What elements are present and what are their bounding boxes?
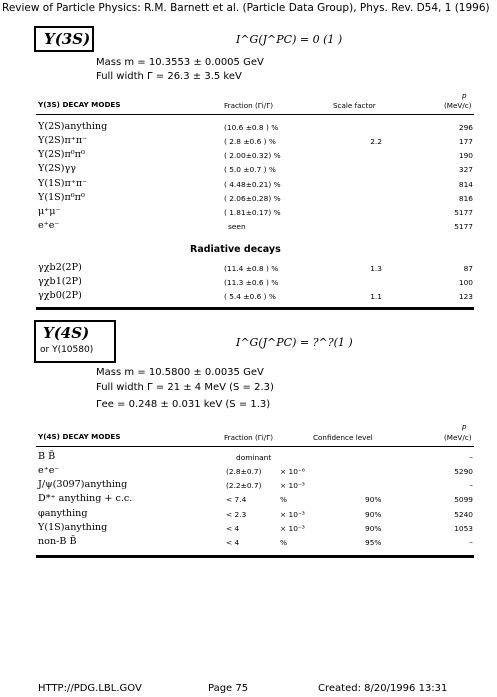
decay-mode: γχb1(2P) — [38, 276, 82, 287]
decay-row — [0, 451, 497, 463]
branching-fraction: < 4 — [226, 524, 240, 533]
radiative-decay-row — [0, 290, 497, 302]
decay-mode: μ⁺μ⁻ — [38, 206, 61, 217]
decay-row — [0, 206, 497, 218]
momentum-value: 1053 — [454, 524, 473, 533]
footer-created: Created: 8/20/1996 13:31 — [318, 683, 448, 694]
decay-mode: Υ(2S)π⁰π⁰ — [38, 149, 85, 160]
col-head-fraction: Fraction (Γi/Γ) — [224, 433, 274, 442]
branching-fraction: seen — [228, 222, 246, 231]
branching-fraction: ( 1.81±0.17) % — [224, 208, 281, 217]
table-rule — [36, 446, 474, 447]
page-header: Review of Particle Physics: R.M. Barnett et al. (Particle Data Group), Phys. Rev. D54, 1 (1996) — [2, 2, 490, 14]
momentum-value: 177 — [458, 137, 473, 146]
col-head-fraction: Fraction (Γi/Γ) — [224, 101, 274, 110]
momentum-value: 5177 — [454, 222, 473, 231]
decay-row — [0, 192, 497, 204]
momentum-value: 5099 — [454, 495, 473, 504]
footer-url: HTTP://PDG.LBL.GOV — [38, 683, 142, 694]
col-head-momentum: (MeV/c) — [444, 433, 472, 442]
quantum-numbers: I^G(J^PC) = 0 (1 ) — [236, 33, 343, 46]
col-head-p-unit-top: p — [462, 91, 467, 100]
col-head-p-unit-top: p — [462, 422, 467, 431]
decay-row — [0, 536, 497, 548]
branching-fraction: < 4 — [226, 538, 240, 547]
decay-mode: φanything — [38, 508, 88, 519]
branching-fraction: (11.4 ±0.8 ) % — [224, 264, 279, 273]
scale-factor: 1.3 — [370, 264, 382, 273]
col-head-momentum: (MeV/c) — [444, 101, 472, 110]
confidence-level: 95% — [365, 538, 382, 547]
table-rule — [36, 114, 474, 115]
decay-mode: Υ(2S)γγ — [38, 163, 76, 174]
fraction-unit: × 10⁻³ — [280, 524, 305, 533]
footer-page: Page 75 — [208, 683, 249, 694]
confidence-level: 90% — [365, 524, 382, 533]
radiative-decay-row — [0, 276, 497, 288]
confidence-level: 90% — [365, 495, 382, 504]
branching-fraction: ( 2.00±0.32) % — [224, 151, 281, 160]
momentum-value: – — [469, 453, 473, 462]
scale-factor: 1.1 — [370, 292, 382, 301]
confidence-level: 90% — [365, 510, 382, 519]
section-divider — [36, 555, 474, 558]
decay-row — [0, 135, 497, 147]
decay-mode: Υ(2S)π⁺π⁻ — [38, 135, 88, 146]
decay-row — [0, 493, 497, 505]
momentum-value: 814 — [458, 180, 473, 189]
momentum-value: 190 — [458, 151, 473, 160]
decay-row — [0, 121, 497, 133]
col-head-scale-factor: Scale factor — [333, 101, 376, 110]
momentum-value: 327 — [458, 165, 473, 174]
mass-line: Mass m = 10.5800 ± 0.0035 GeV — [96, 367, 264, 378]
decay-mode: γχb2(2P) — [38, 262, 82, 273]
momentum-value: 5290 — [454, 467, 473, 476]
branching-fraction: ( 5.0 ±0.7 ) % — [224, 165, 276, 174]
quantum-numbers: I^G(J^PC) = ?^?(1 ) — [236, 336, 353, 349]
fraction-unit: × 10⁻³ — [280, 481, 305, 490]
decay-row — [0, 522, 497, 534]
width-line: Full width Γ = 26.3 ± 3.5 keV — [96, 71, 242, 82]
decay-mode: Υ(1S)anything — [38, 522, 108, 533]
branching-fraction: (2.8±0.7) — [226, 467, 262, 476]
particle-alt-name: or Υ(10580) — [40, 345, 94, 355]
particle-name: Υ(3S) — [44, 30, 91, 48]
decay-row — [0, 163, 497, 175]
col-head-decay-modes: Υ(4S) DECAY MODES — [38, 432, 121, 441]
mass-line: Mass m = 10.3553 ± 0.0005 GeV — [96, 57, 264, 68]
momentum-value: – — [469, 538, 473, 547]
fraction-unit: % — [280, 495, 288, 504]
particle-name: Υ(4S) — [43, 324, 90, 342]
col-head-confidence-level: Confidence level — [313, 433, 373, 442]
branching-fraction: ( 2.8 ±0.6 ) % — [224, 137, 276, 146]
decay-mode: non-B B̄ — [38, 536, 77, 547]
decay-mode: Υ(1S)π⁺π⁻ — [38, 178, 88, 189]
decay-mode: B B̄ — [38, 451, 56, 462]
gamma-ee-line: Γee = 0.248 ± 0.031 keV (S = 1.3) — [96, 399, 271, 410]
decay-row — [0, 149, 497, 161]
momentum-value: 816 — [458, 194, 473, 203]
radiative-decays-title: Radiative decays — [190, 244, 281, 255]
momentum-value: 5240 — [454, 510, 473, 519]
decay-row — [0, 508, 497, 520]
fraction-unit: × 10⁻³ — [280, 510, 305, 519]
branching-fraction: ( 2.06±0.28) % — [224, 194, 281, 203]
branching-fraction: (10.6 ±0.8 ) % — [224, 123, 279, 132]
decay-row — [0, 220, 497, 232]
decay-mode: D*⁺ anything + c.c. — [38, 493, 133, 504]
momentum-value: – — [469, 481, 473, 490]
decay-mode: Υ(1S)π⁰π⁰ — [38, 192, 85, 203]
particle-box-upsilon-4s — [34, 320, 116, 363]
branching-fraction: ( 4.48±0.21) % — [224, 180, 281, 189]
section-divider — [36, 307, 474, 310]
fraction-unit: % — [280, 538, 288, 547]
momentum-value: 123 — [458, 292, 473, 301]
col-head-decay-modes: Υ(3S) DECAY MODES — [38, 100, 121, 109]
decay-row — [0, 465, 497, 477]
decay-mode: e⁺e⁻ — [38, 220, 60, 231]
branching-fraction: < 7.4 — [226, 495, 247, 504]
decay-mode: γχb0(2P) — [38, 290, 82, 301]
particle-box-upsilon-3s — [34, 26, 94, 52]
fraction-unit: × 10⁻⁶ — [280, 467, 305, 476]
momentum-value: 5177 — [454, 208, 473, 217]
decay-row — [0, 479, 497, 491]
momentum-value: 87 — [463, 264, 473, 273]
branching-fraction: ( 5.4 ±0.6 ) % — [224, 292, 276, 301]
branching-fraction: (2.2±0.7) — [226, 481, 262, 490]
branching-fraction: dominant — [236, 453, 272, 462]
branching-fraction: (11.3 ±0.6 ) % — [224, 278, 279, 287]
branching-fraction: < 2.3 — [226, 510, 247, 519]
decay-mode: e⁺e⁻ — [38, 465, 60, 476]
momentum-value: 100 — [458, 278, 473, 287]
radiative-decay-row — [0, 262, 497, 274]
momentum-value: 296 — [458, 123, 473, 132]
decay-row — [0, 178, 497, 190]
scale-factor: 2.2 — [370, 137, 382, 146]
decay-mode: Υ(2S)anything — [38, 121, 108, 132]
width-line: Full width Γ = 21 ± 4 MeV (S = 2.3) — [96, 382, 274, 393]
decay-mode: J/ψ(3097)anything — [38, 479, 128, 490]
